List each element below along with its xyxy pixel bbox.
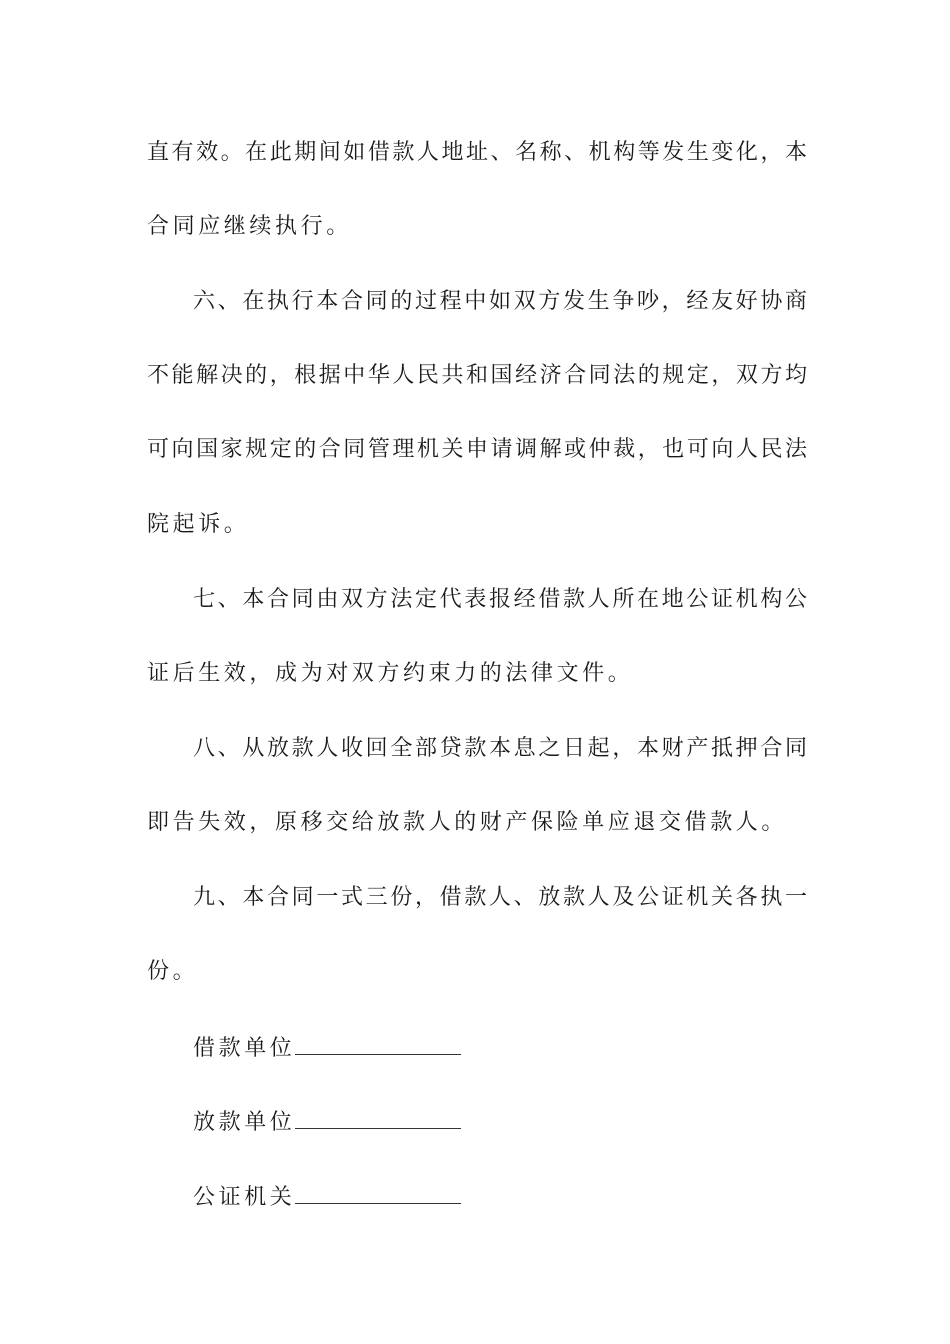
text-line: 直有效。在此期间如借款人地址、名称、机构等发生变化，本 xyxy=(147,140,807,165)
signature-blank-field[interactable] xyxy=(295,1181,461,1204)
text-line: 不能解决的，根据中华人民共和国经济合同法的规定，双方均 xyxy=(147,363,807,388)
clause-six-line: 六、在执行本合同的过程中如双方发生争吵，经友好协商 xyxy=(193,289,807,314)
signature-label: 公证机关 xyxy=(193,1185,296,1210)
text-line: 即告失效，原移交给放款人的财产保险单应退交借款人。 xyxy=(147,810,788,835)
clause-eight-line: 八、从放款人收回全部贷款本息之日起，本财产抵押合同 xyxy=(193,736,807,761)
text-line: 院起诉。 xyxy=(147,512,250,537)
signature-lender xyxy=(193,1106,461,1136)
text-line: 可向国家规定的合同管理机关申请调解或仲裁，也可向人民法 xyxy=(147,437,807,462)
text-line: 份。 xyxy=(147,959,199,984)
signature-blank-field[interactable] xyxy=(295,1032,461,1055)
text-line: 合同应继续执行。 xyxy=(147,214,352,239)
signature-notary xyxy=(193,1181,461,1211)
signature-blank-field[interactable] xyxy=(295,1106,461,1129)
clause-nine-line: 九、本合同一式三份，借款人、放款人及公证机关各执一 xyxy=(193,885,807,910)
clause-seven-line: 七、本合同由双方法定代表报经借款人所在地公证机构公 xyxy=(193,587,807,612)
text-line: 证后生效，成为对双方约束力的法律文件。 xyxy=(147,661,634,686)
signature-label: 借款单位 xyxy=(193,1036,296,1061)
signature-borrower xyxy=(193,1032,461,1062)
signature-label: 放款单位 xyxy=(193,1110,296,1135)
